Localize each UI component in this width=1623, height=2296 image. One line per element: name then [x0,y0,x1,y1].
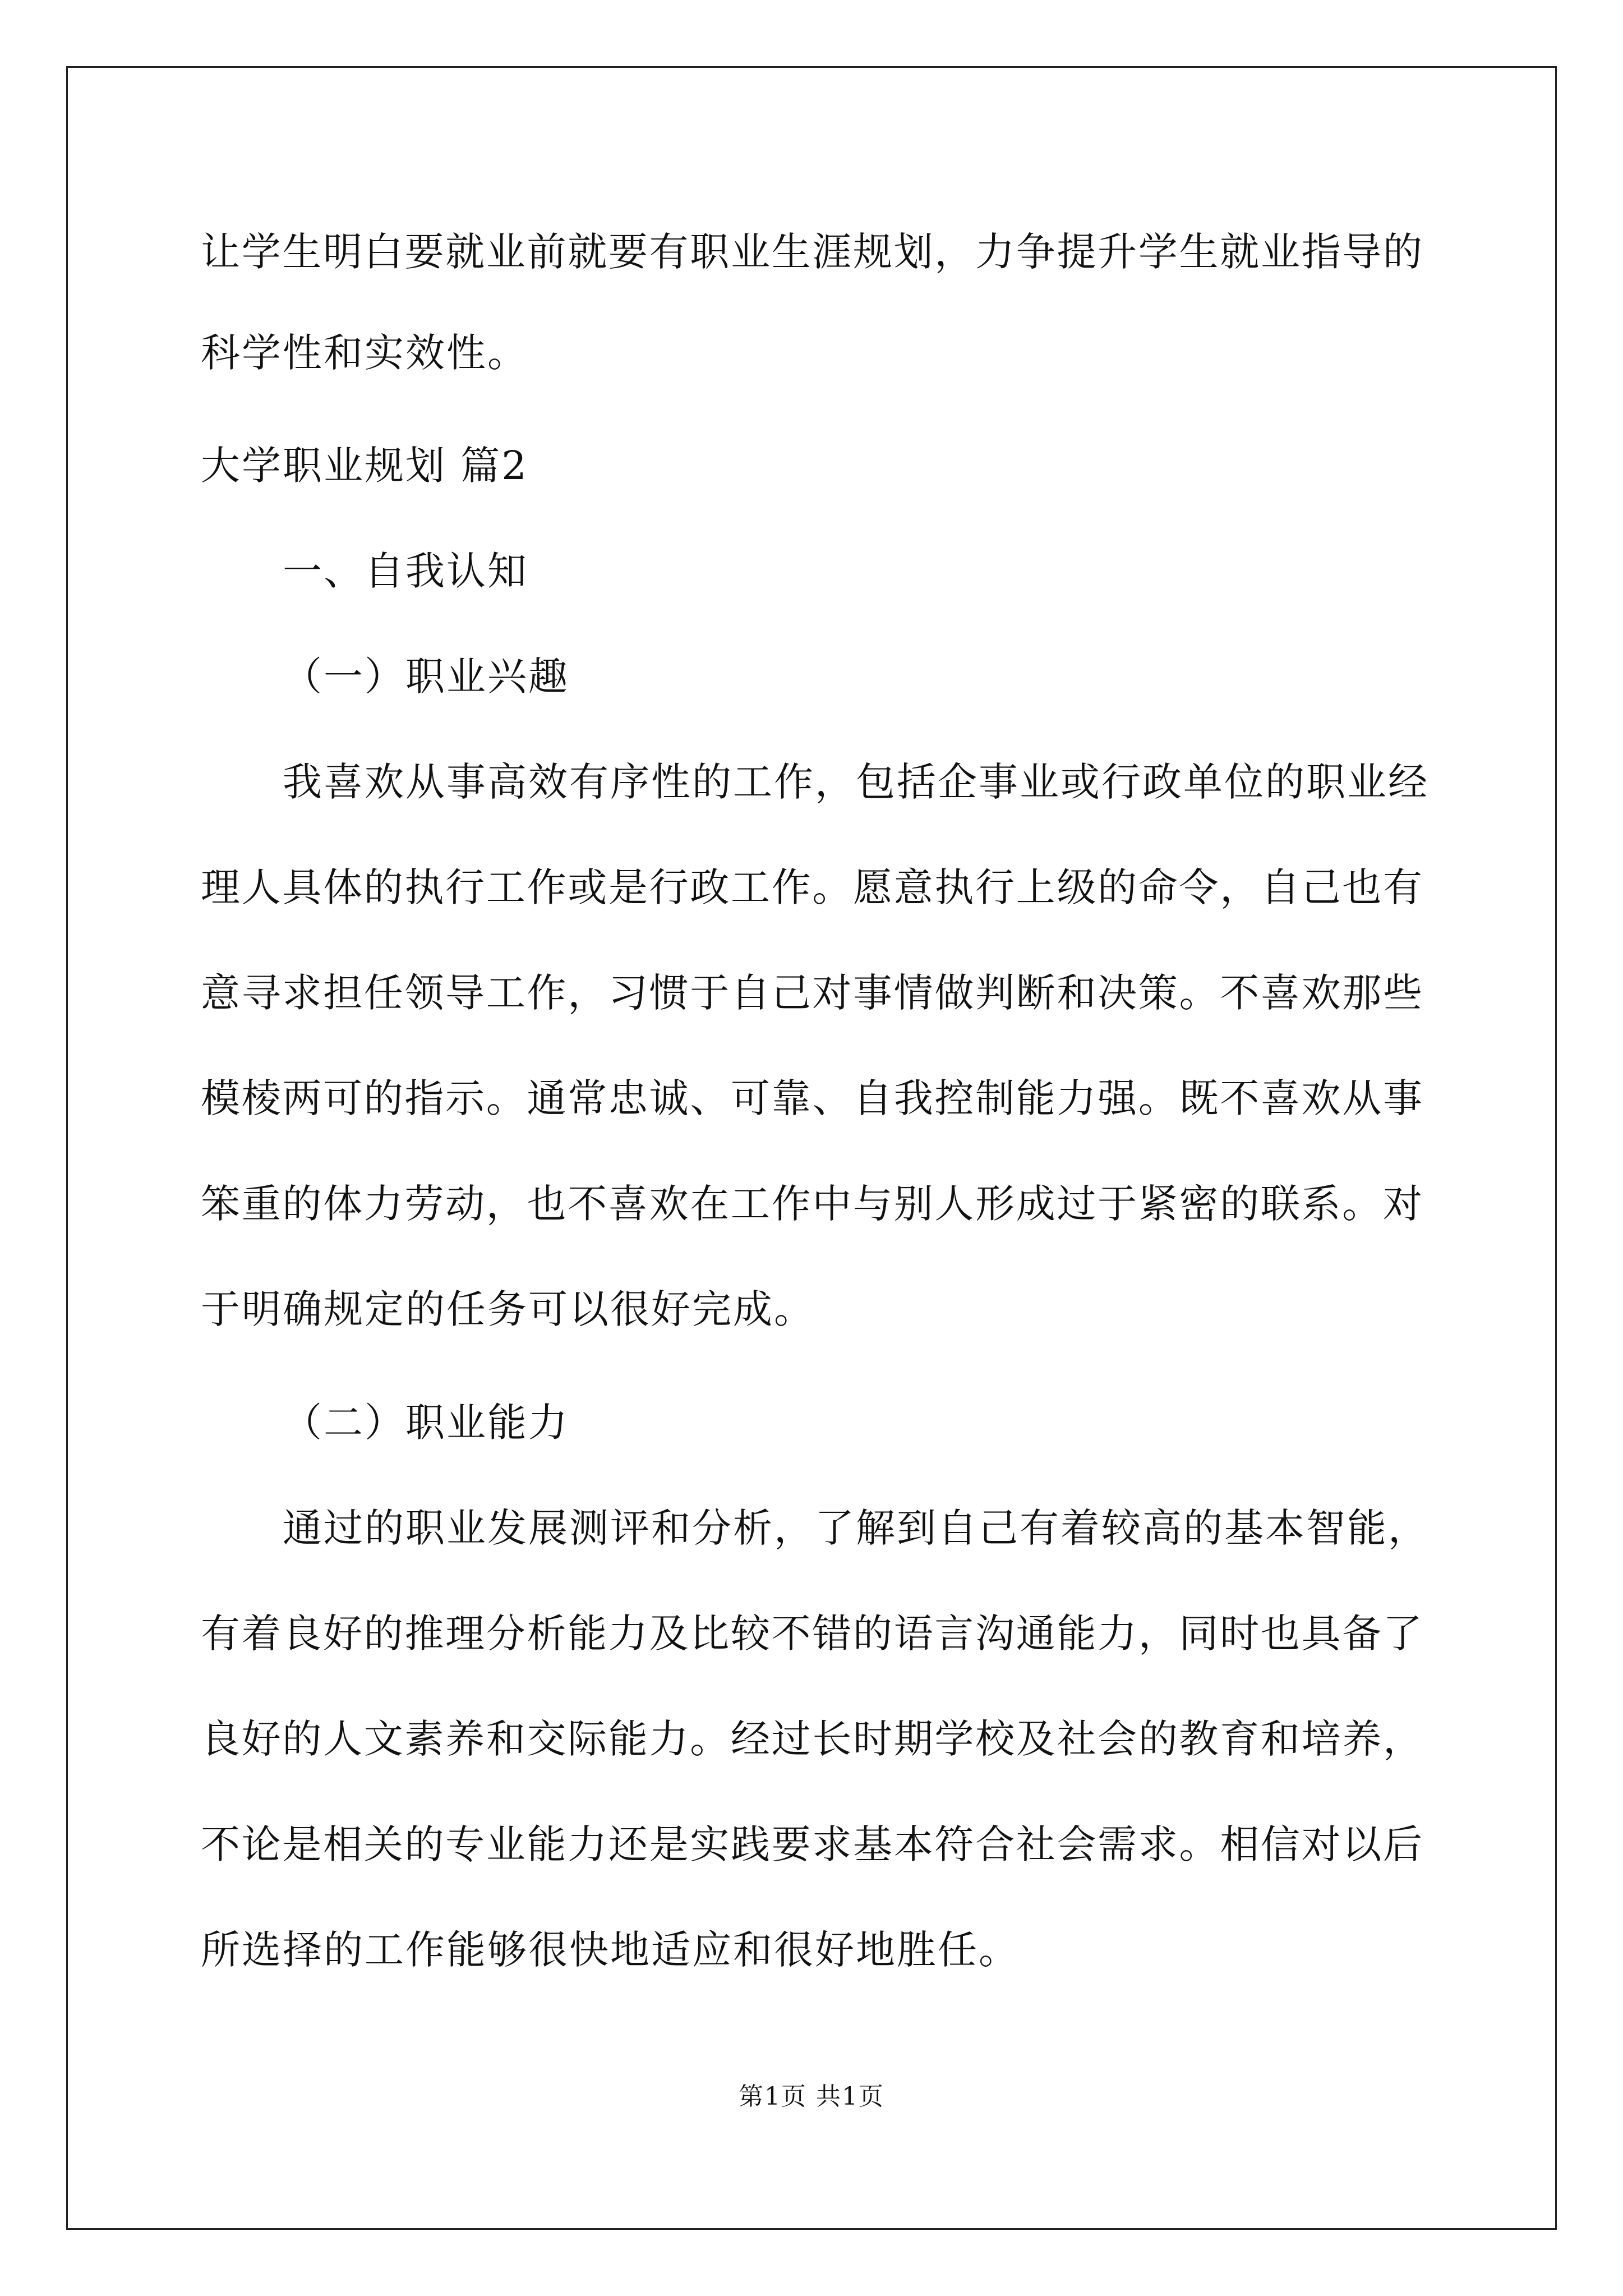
paragraph-first-line: 我喜欢从事高效有序性的工作，包括企事业或行政单位的职业经 [283,759,1429,805]
body-line: 理人具体的执行工作或是行政工作。愿意执行上级的命令，自己也有 [201,864,1422,910]
page-footer: 第1页 共1页 [739,2082,884,2111]
body-line: 意寻求担任领导工作，习惯于自己对事情做判断和决策。不喜欢那些 [201,970,1422,1016]
section-heading: 大学职业规划 篇2 [201,443,528,489]
page-border [66,66,1557,2230]
body-line: 模棱两可的指示。通常忠诚、可靠、自我控制能力强。既不喜欢从事 [201,1075,1422,1121]
body-line: 不论是相关的专业能力还是实践要求基本符合社会需求。相信对以后 [201,1821,1422,1867]
body-line: 有着良好的推理分析能力及比较不错的语言沟通能力，同时也具备了 [201,1611,1422,1657]
body-line: 所选择的工作能够很快地适应和很好地胜任。 [201,1927,1020,1973]
body-line: 让学生明白要就业前就要有职业生涯规划，力争提升学生就业指导的 [201,229,1422,275]
body-line: 笨重的体力劳动，也不喜欢在工作中与别人形成过于紧密的联系。对 [201,1181,1422,1227]
subsection-heading: （二）职业能力 [283,1400,569,1446]
body-line: 于明确规定的任务可以很好完成。 [201,1286,815,1332]
body-line: 良好的人文素养和交际能力。经过长时期学校及社会的教育和培养， [201,1716,1422,1762]
paragraph-first-line: 通过的职业发展测评和分析，了解到自己有着较高的基本智能， [283,1505,1429,1551]
subsection-heading: （一）职业兴趣 [283,654,569,700]
body-line: 科学性和实效性。 [201,330,528,376]
subsection-heading: 一、自我认知 [283,548,528,594]
